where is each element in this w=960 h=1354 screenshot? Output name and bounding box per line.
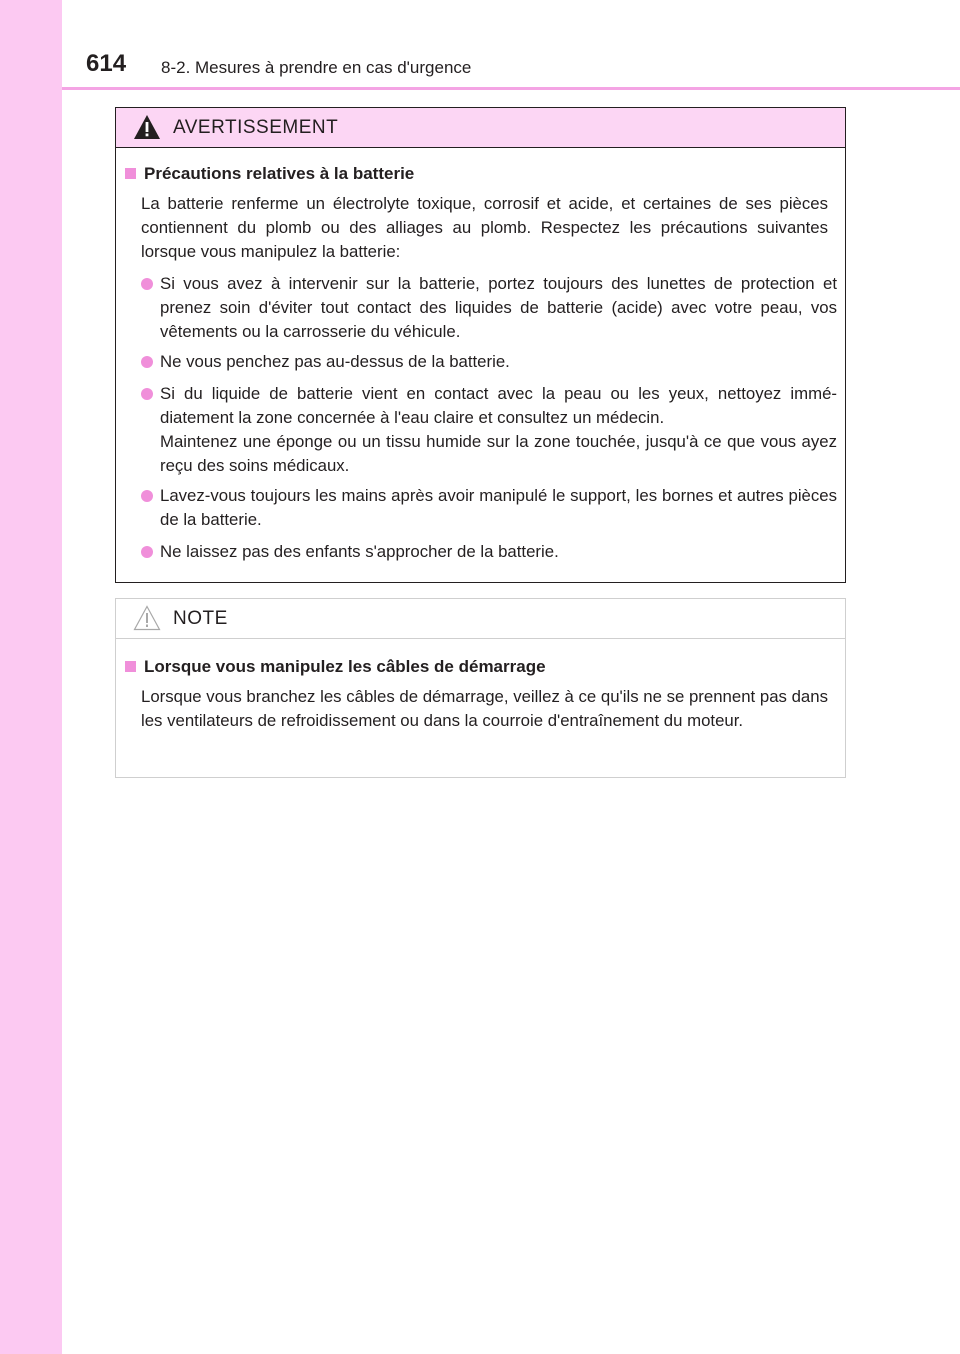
note-box (115, 598, 846, 778)
warning-bullet: Si du liquide de batterie vient en contact avec la peau ou les yeux, nettoyez immé-diatement la zone concernée à l'eau claire et consultez un médecin. Maintenez une éponge ou un tissu humide sur la zone touchée, jusqu'à ce que vous ayez reçu des soins médicaux. (141, 382, 837, 478)
warning-bullet: Ne vous penchez pas au-dessus de la batterie. (141, 350, 837, 374)
square-bullet-icon (125, 168, 136, 179)
note-text: Lorsque vous branchez les câbles de démarrage, veillez à ce qu'ils ne se prennent pas dans les ventilateurs de refroidissement ou dans la courroie d'entraînement du moteur. (141, 687, 828, 730)
warning-triangle-icon (133, 114, 161, 140)
header-divider (62, 87, 960, 90)
bullet-dot-icon (141, 356, 153, 368)
note-subheading: Lorsque vous manipulez les câbles de démarrage (125, 657, 546, 677)
note-header (116, 599, 845, 639)
bullet-dot-icon (141, 388, 153, 400)
warning-header (116, 108, 845, 148)
bullet-dot-icon (141, 278, 153, 290)
warning-intro: La batterie renferme un électrolyte toxique, corrosif et acide, et certaines de ses pièces contiennent du plomb ou des alliages au plomb. Respectez les précautions suivantes lorsque vous manipulez la batterie: (141, 194, 828, 261)
warning-bullet: Ne laissez pas des enfants s'approcher de la batterie. (141, 540, 837, 564)
warning-bullet: Lavez-vous toujours les mains après avoir manipulé le support, les bornes et autres pièces de la batterie. (141, 484, 837, 532)
page-number: 614 (86, 50, 127, 77)
section-title: 8-2. Mesures à prendre en cas d'urgence (161, 58, 472, 77)
bullet-dot-icon (141, 546, 153, 558)
page-sidebar (0, 0, 62, 1354)
note-triangle-icon (133, 605, 161, 631)
warning-box (115, 107, 846, 583)
warning-bullet: Si vous avez à intervenir sur la batterie, portez toujours des lunettes de protection et prenez soin d'éviter tout contact des liquides de batterie (acide) avec votre peau, vos vêtements ou la carrosserie du véhicule. (141, 272, 837, 344)
square-bullet-icon (125, 661, 136, 672)
note-title: NOTE (173, 608, 228, 629)
warning-subheading: Précautions relatives à la batterie (125, 164, 414, 184)
warning-title: AVERTISSEMENT (173, 117, 339, 138)
bullet-dot-icon (141, 490, 153, 502)
